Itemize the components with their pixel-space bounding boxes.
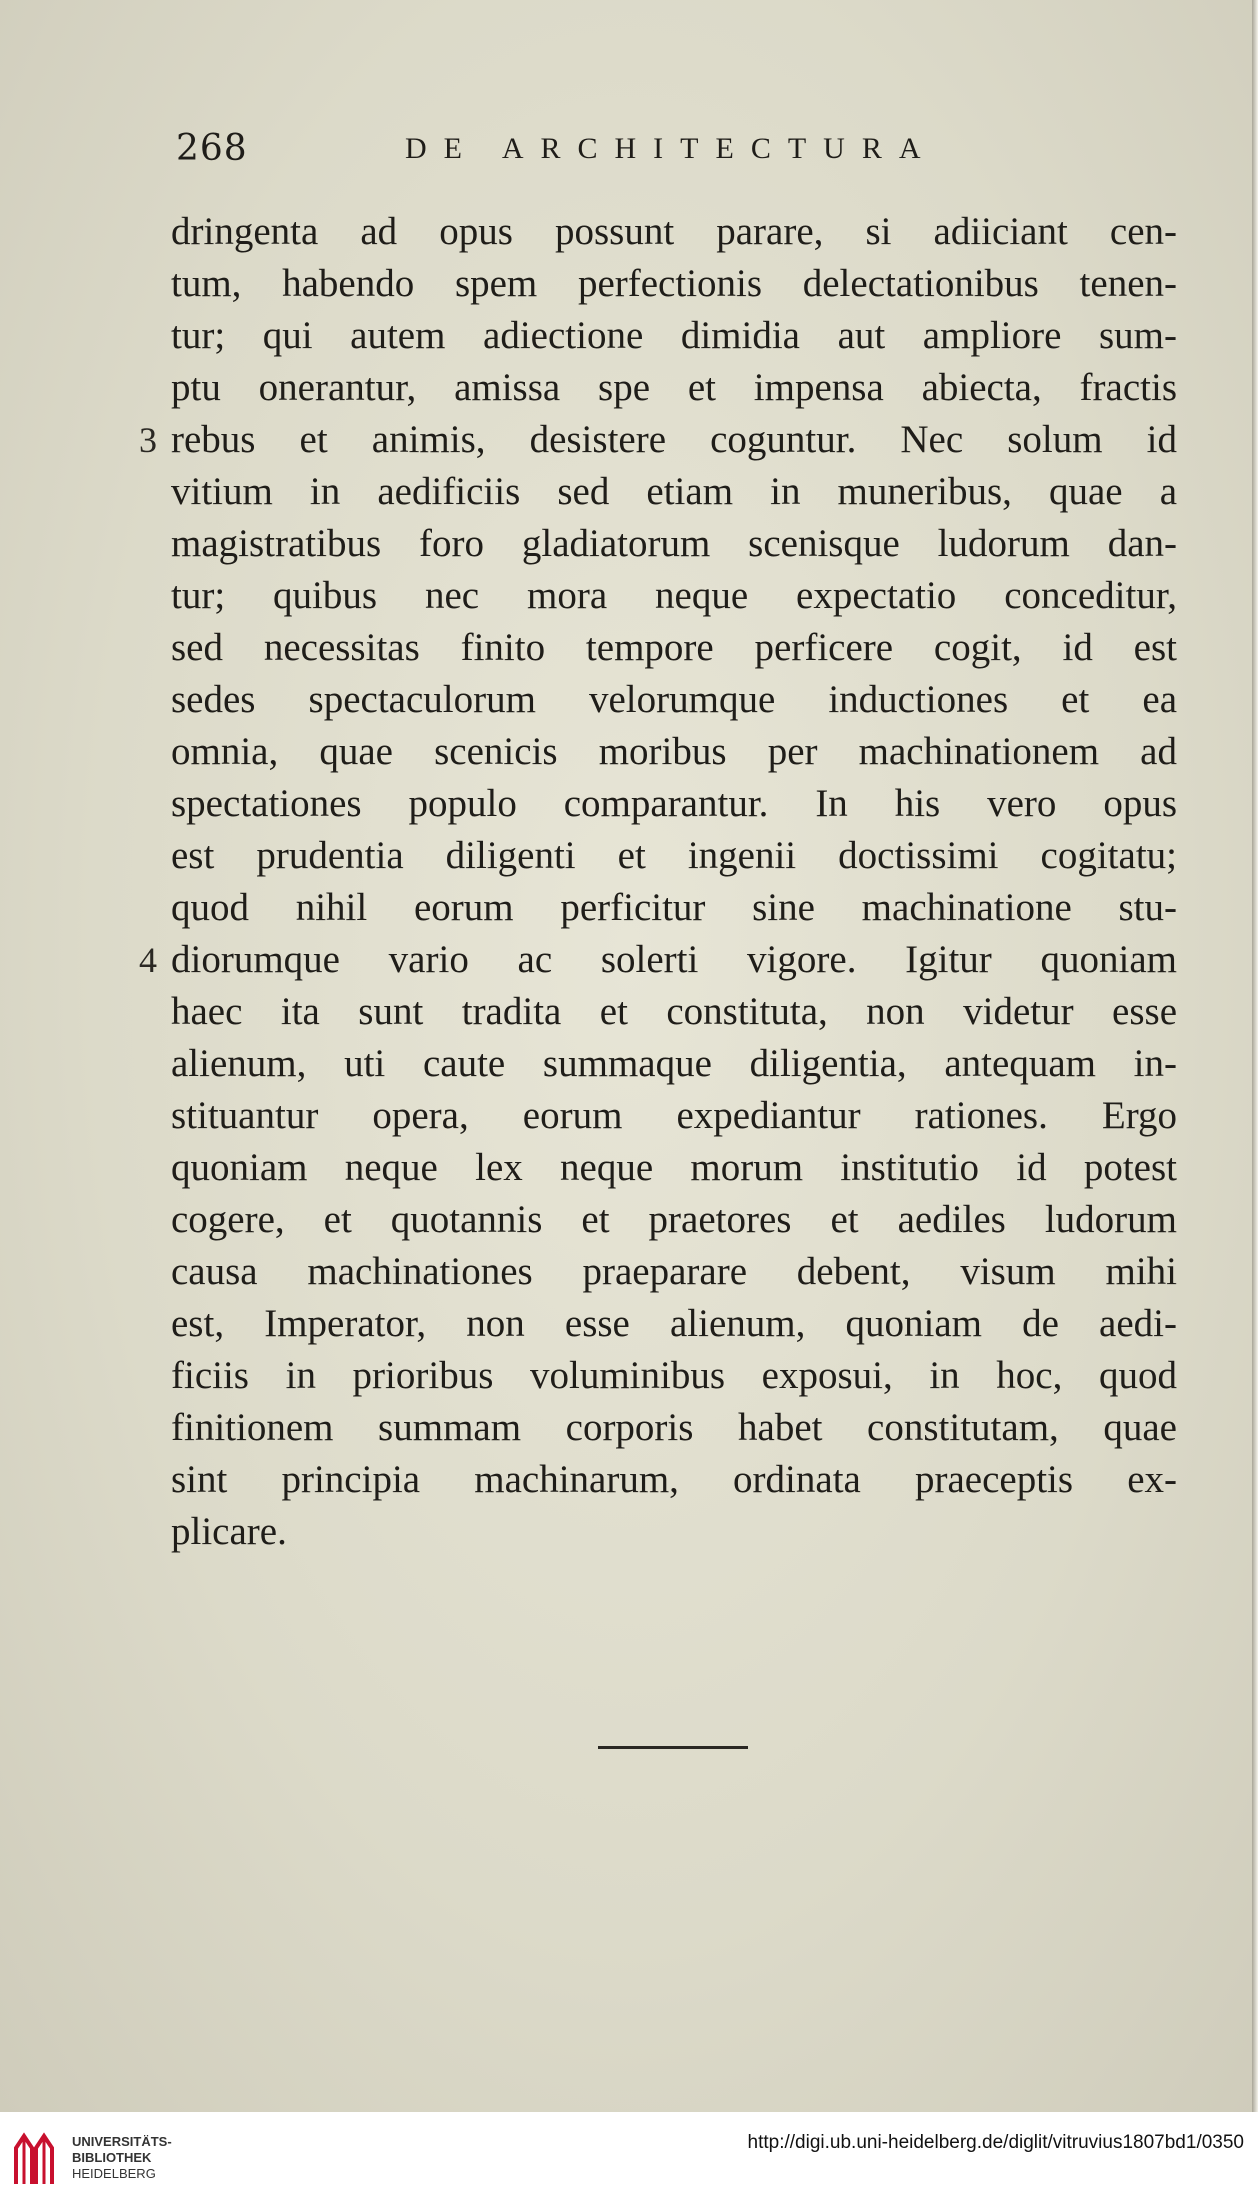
text-line-content: magistratibus foro gladiatorum scenisque ludorum dan-: [171, 522, 1177, 565]
end-rule: [598, 1746, 748, 1749]
text-line: [171, 1454, 1177, 1506]
text-line: [171, 258, 1177, 310]
logo-line: HEIDELBERG: [72, 2166, 156, 2181]
text-line-content: est prudentia diligenti et ingenii doctissimi cogitatu;: [171, 834, 1177, 877]
text-line-content: tum, habendo spem perfectionis delectationibus tenen-: [171, 262, 1177, 305]
text-line-content: est, Imperator, non esse alienum, quoniam de aedi-: [171, 1302, 1177, 1345]
text-line: [171, 674, 1177, 726]
library-logo-text: [72, 2134, 172, 2182]
text-line-content: sedes spectaculorum velorumque inductiones et ea: [171, 678, 1177, 721]
text-line-content: haec ita sunt tradita et constituta, non videtur esse: [171, 990, 1177, 1033]
logo-line: UNIVERSITÄTS-: [72, 2134, 172, 2149]
text-line: [171, 1402, 1177, 1454]
text-line: [171, 206, 1177, 258]
page-header: [0, 128, 1258, 178]
text-line: [171, 1090, 1177, 1142]
margin-section-number: 4: [139, 940, 157, 980]
text-line-content: omnia, quae scenicis moribus per machinationem ad: [171, 730, 1177, 773]
text-line-content: causa machinationes praeparare debent, visum mihi: [171, 1250, 1177, 1293]
text-line: [171, 570, 1177, 622]
text-line-content: diorumque vario ac solerti vigore. Igitur quoniam: [171, 938, 1177, 981]
text-line-content: cogere, et quotannis et praetores et aediles ludorum: [171, 1198, 1177, 1241]
text-line-content: ficiis in prioribus voluminibus exposui, in hoc, quod: [171, 1354, 1177, 1397]
text-line-content: spectationes populo comparantur. In his vero opus: [171, 782, 1177, 825]
text-line: [171, 986, 1177, 1038]
text-line-content: tur; quibus nec mora neque expectatio conceditur,: [171, 574, 1177, 617]
source-url-link[interactable]: http://digi.ub.uni-heidelberg.de/diglit/vitruvius1807bd1/0350: [747, 2132, 1244, 2153]
text-line: [171, 310, 1177, 362]
text-line: [171, 622, 1177, 674]
text-line: [171, 1246, 1177, 1298]
text-line: [171, 518, 1177, 570]
margin-section-number: 3: [139, 420, 157, 460]
text-line-content: stituantur opera, eorum expediantur rationes. Ergo: [171, 1094, 1177, 1137]
text-line-content: quod nihil eorum perficitur sine machinatione stu-: [171, 886, 1177, 929]
text-line: [171, 466, 1177, 518]
footer-bar: [0, 2112, 1258, 2205]
library-logo-icon: [12, 2130, 56, 2188]
text-line-content: vitium in aedificiis sed etiam in muneribus, quae a: [171, 470, 1177, 513]
page-number: 268: [176, 128, 248, 169]
text-line: [171, 1194, 1177, 1246]
text-line: [171, 362, 1177, 414]
text-line: [171, 778, 1177, 830]
text-line: [171, 1038, 1177, 1090]
text-line-content: plicare.: [171, 1510, 287, 1553]
text-line-content: tur; qui autem adiectione dimidia aut ampliore sum-: [171, 314, 1177, 357]
text-line-content: sint principia machinarum, ordinata praeceptis ex-: [171, 1458, 1177, 1501]
text-line: [171, 882, 1177, 934]
running-head: DE ARCHITECTURA: [405, 132, 938, 165]
text-line: [139, 934, 1177, 986]
text-line: [171, 1142, 1177, 1194]
text-line: [171, 1298, 1177, 1350]
logo-line: BIBLIOTHEK: [72, 2150, 152, 2165]
text-line-content: finitionem summam corporis habet constitutam, quae: [171, 1406, 1177, 1449]
text-line: [171, 830, 1177, 882]
text-line-content: quoniam neque lex neque morum institutio id potest: [171, 1146, 1177, 1189]
text-line-content: rebus et animis, desistere coguntur. Nec solum id: [171, 418, 1177, 461]
text-line-content: sed necessitas finito tempore perficere cogit, id est: [171, 626, 1177, 669]
bleed-through-shadow: [180, 1560, 1180, 1612]
page-edge: [1252, 0, 1258, 2112]
text-line-content: alienum, uti caute summaque diligentia, antequam in-: [171, 1042, 1177, 1085]
text-line: [171, 1350, 1177, 1402]
text-line-content: dringenta ad opus possunt parare, si adiiciant cen-: [171, 210, 1177, 253]
body-text: [139, 206, 1177, 1558]
text-line: [139, 414, 1177, 466]
text-line: [171, 726, 1177, 778]
text-line: [171, 1506, 1177, 1558]
text-line-content: ptu onerantur, amissa spe et impensa abiecta, fractis: [171, 366, 1177, 409]
